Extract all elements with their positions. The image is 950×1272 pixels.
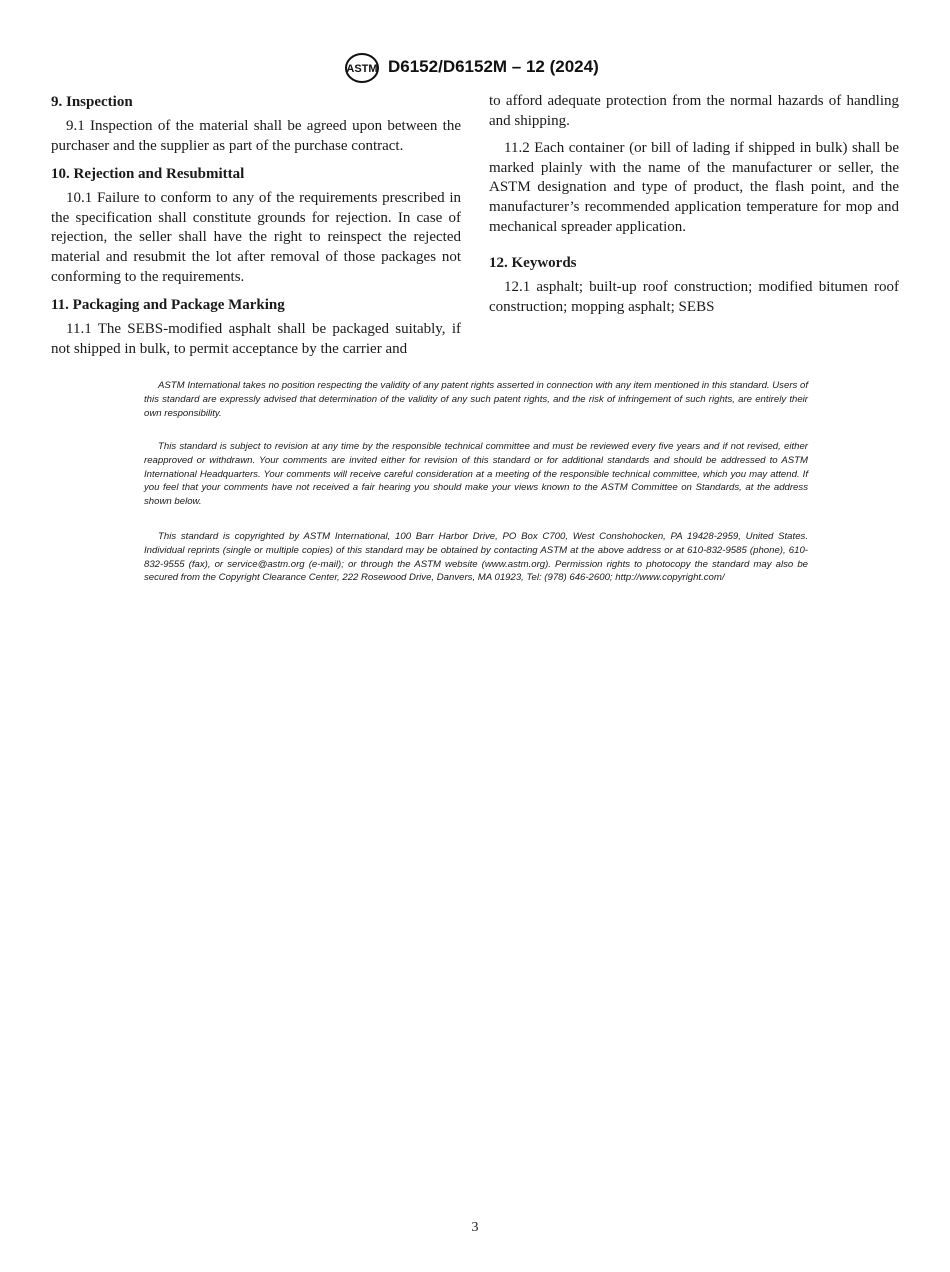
revision-notice-text: This standard is subject to revision at any time by the responsible technical committee and must be reviewed every five years and if not revised, either reapproved or withdrawn. Your comments are invited either for revision of this standard or for additional standards and should be addressed to ASTM International Headquarters. Your comments will receive careful consideration at a meeting of the responsible technical committee, which you may attend. If you feel that your comments have not received a fair hearing you should make your views known to the ASTM Committee on Standards, at the address shown below.: [144, 441, 808, 508]
section-10-heading: 10. Rejection and Resubmittal: [51, 166, 245, 183]
section-11-1-text: 11.1 The SEBS-modified asphalt shall be packaged suitably, if not shipped in bulk, to permit acceptance by the carrier and: [51, 321, 461, 357]
page-header: [0, 52, 950, 86]
standard-designation: D6152/D6152M – 12 (2024): [388, 57, 599, 76]
revision-notice: [144, 440, 808, 509]
section-12-1-text: 12.1 asphalt; built-up roof construction; modified bitumen roof construction; mopping asphalt; SEBS: [489, 279, 899, 315]
copyright-notice: [144, 530, 808, 585]
patent-notice: [144, 379, 808, 420]
section-9-heading: 9. Inspection: [51, 94, 133, 110]
astm-logo-icon: [344, 52, 380, 84]
logo-text: ASTM: [346, 63, 378, 75]
section-12-heading: 12. Keywords: [489, 255, 577, 272]
right-column: [489, 92, 899, 317]
section-11-1-continued: to afford adequate protection from the normal hazards of handling and shipping.: [489, 93, 899, 129]
copyright-notice-text: This standard is copyrighted by ASTM International, 100 Barr Harbor Drive, PO Box C700, West Conshohocken, PA 19428-2959, United States. Individual reprints (single or multiple copies) of this standard may be obtained by contacting ASTM at the above address or at 610-832-9585 (phone), 610-832-9555 (fax), or service@astm.org (e-mail); or through the ASTM website (www.astm.org). Permission rights to photocopy the standard may also be secured from the Copyright Clearance Center, 222 Rosewood Drive, Danvers, MA 01923, Tel: (978) 646-2600; http://www.copyright.com/: [144, 531, 808, 584]
page-number: 3: [471, 1220, 479, 1235]
section-10-1-text: 10.1 Failure to conform to any of the requirements prescribed in the specification shall constitute grounds for rejection. In case of rejection, the seller shall have the right to reinspect the rejected material and resubmit the lot after removal of those packages not conforming to the requirements.: [51, 190, 461, 285]
section-11-heading: 11. Packaging and Package Marking: [51, 297, 285, 314]
section-9-1-text: 9.1 Inspection of the material shall be agreed upon between the purchaser and the supplier as part of the purchase contract.: [51, 118, 461, 154]
section-11-2-text: 11.2 Each container (or bill of lading if shipped in bulk) shall be marked plainly with the name of the manufacturer or seller, the ASTM designation and type of product, the flash point, and the manufacturer’s recommended application temperature for mop and mechanical spreader application.: [489, 140, 899, 235]
patent-notice-text: ASTM International takes no position respecting the validity of any patent rights asserted in connection with any item mentioned in this standard. Users of this standard are expressly advised that determination of the validity of any such patent rights, and the risk of infringement of such rights, are entirely their own responsibility.: [144, 380, 808, 419]
left-column: [51, 92, 461, 359]
